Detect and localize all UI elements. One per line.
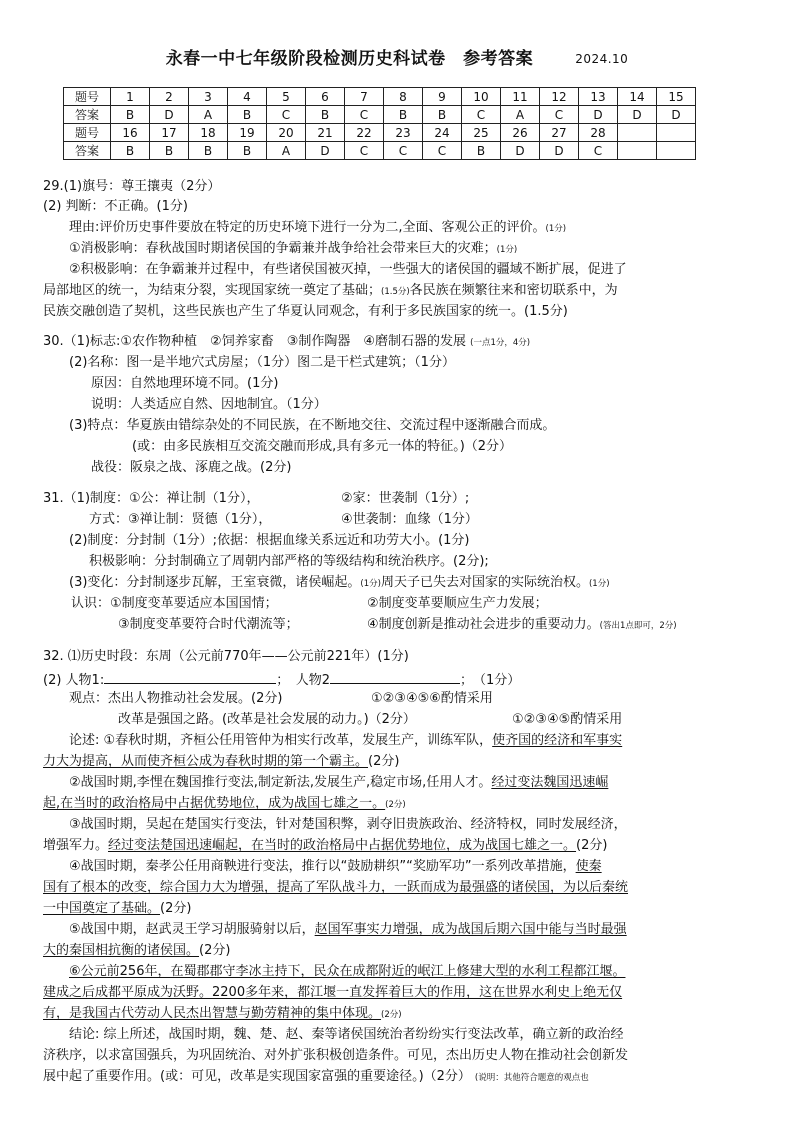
answer-cell: 7 <box>345 88 384 106</box>
answer-cell: C <box>540 106 579 124</box>
q30-line-1 <box>43 335 530 348</box>
row-label: 答案 <box>64 106 111 124</box>
q29-line-6 <box>43 284 618 297</box>
q32-person2-label: ； 人物2 <box>276 673 330 688</box>
q32-arg5-b: 赵国军事实力增强，成为战国后期六国中能与当时最强 <box>314 922 627 937</box>
answer-cell: D <box>540 142 579 160</box>
q32-line-15 <box>43 944 230 957</box>
explanation-note: (说明：其他符合题意的观点也 <box>474 1073 589 1083</box>
q30-line-4: 说明：人类适应自然、因地制宜。（1分） <box>91 397 327 412</box>
answer-cell: 21 <box>306 124 345 142</box>
score-note: (2分) <box>160 901 192 916</box>
answer-cell: 4 <box>228 88 267 106</box>
q32-line-3a: 观点：杰出人物推动社会发展。(2分) <box>69 691 283 706</box>
q31-line-2a: 方式：③禅让制：贤德（1分）， <box>89 512 272 527</box>
q31-line-1a: 31.（1)制度：①公：禅让制（1分）， <box>43 491 260 506</box>
answer-cell: 22 <box>345 124 384 142</box>
q32-line-14 <box>69 923 627 936</box>
q32-arg3-a: 增强军力。 <box>43 838 109 853</box>
answer-cell: B <box>189 142 228 160</box>
q30-line-5: (3)特点：华夏族由错综杂处的不同民族，在不断地交往、交流过程中逐渐融合而成。 <box>69 418 556 433</box>
answer-table-row <box>64 142 696 160</box>
q32-line-7 <box>69 776 608 789</box>
q32-line-4b: ①②③④⑤酌情采用 <box>512 712 623 727</box>
q30-line-6: (或：由多民族相互交流交融而形成,具有多元一体的特征。)（2分） <box>132 439 513 454</box>
q32-arg4-c: 国有了根本的改变，综合国力大为增强，提高了军队战斗力，一跃而成为最强盛的诸侯国，为以后秦统 <box>43 880 629 895</box>
q31-line-7a: ③制度变革要符合时代潮流等； <box>118 617 299 632</box>
answer-cell: D <box>501 142 540 160</box>
q32-arg6-c: 有，是我国古代劳动人民杰出智慧与勤劳精神的集中体现。 <box>43 1006 382 1021</box>
q32-line-9: ③战国时期，吴起在楚国实行变法，针对楚国积弊，剥夺旧贵族政治、经济特权，同时发展经济， <box>69 817 627 832</box>
q29-line-5: ②积极影响：在争霸兼并过程中，有些诸侯国被灭掉，一些强大的诸侯国的疆域不断扩展，促进了 <box>69 262 627 277</box>
q29-positive-b: 各民族在频繁往来和密切联系中，为 <box>409 283 618 298</box>
answer-cell: 15 <box>657 88 696 106</box>
score-note: ； （1分） <box>459 673 521 688</box>
answer-cell: D <box>579 106 618 124</box>
q30-line-7: 战役：阪泉之战、涿鹿之战。(2分) <box>91 460 292 475</box>
q31-line-3: (2)制度：分封制（1分）;依据：根据血缘关系远近和功劳大小。(1分) <box>69 533 470 548</box>
q32-arg1-a: 论述: ①春秋时期，齐桓公任用管仲为相实行改革，发展生产，训练军队， <box>69 733 493 748</box>
answer-cell: 12 <box>540 88 579 106</box>
answer-cell: B <box>423 106 462 124</box>
answer-cell: 16 <box>111 124 150 142</box>
q32-line-19: 结论: 综上所述，战国时期，魏、楚、赵、秦等诸侯国统治者纷纷实行变法改革，确立新的政治经 <box>69 1027 624 1042</box>
q29-reason: 理由:评价历史事件要放在特定的历史环境下进行一分为二,全面、客观公正的评价。 <box>69 220 546 235</box>
q32-arg2-b: 经过变法魏国迅速崛 <box>491 775 609 790</box>
answer-cell <box>657 124 696 142</box>
q31-change-a: (3)变化：分封制逐步瓦解，王室衰微，诸侯崛起。 <box>69 575 361 590</box>
exam-date: 2024.10 <box>575 52 629 66</box>
q32-line-17 <box>43 986 622 999</box>
page-title <box>0 51 794 68</box>
q31-insight-4: ④制度创新是推动社会进步的重要动力。 <box>367 617 600 632</box>
answer-cell: 6 <box>306 88 345 106</box>
q32-line-1: 32. ⑴历史时段：东周（公元前770年——公元前221年）(1分) <box>43 649 409 664</box>
row-label: 题号 <box>64 124 111 142</box>
q32-arg2-a: ②战国时期,李悝在魏国推行变法,制定新法,发展生产,稳定市场,任用人才。 <box>69 775 492 790</box>
q32-line-20: 济秩序，以求富国强兵，为巩固统治、对外扩张积极创造条件。可见，杰出历史人物在推动社会创新发 <box>43 1048 629 1063</box>
q32-line-12 <box>43 881 628 894</box>
answer-cell: D <box>618 106 657 124</box>
q32-line-3b: ①②③④⑤⑥酌情采用 <box>371 691 493 706</box>
score-note: (2分) <box>381 1010 402 1020</box>
score-note: (一点1分，4分) <box>470 338 531 348</box>
q32-line-11 <box>69 860 602 873</box>
answer-cell <box>618 142 657 160</box>
q29-line-2: (2) 判断：不正确。(1分) <box>43 199 188 214</box>
q32-arg6-b: 建成之后成都平原成为沃野。2200多年来，都江堰一直发挥着巨大的作用，这在世界水利史上绝无仅 <box>43 985 623 1000</box>
answer-cell: B <box>111 106 150 124</box>
answer-cell: 28 <box>579 124 618 142</box>
answer-cell: 19 <box>228 124 267 142</box>
q29-line-7: 民族交融创造了契机，这些民族也产生了华夏认同观念，有利于多民族国家的统一。(1.5分) <box>43 304 568 319</box>
q31-line-4: 积极影响：分封制确立了周朝内部严格的等级结构和统治秩序。(2分); <box>89 554 489 569</box>
answer-cell <box>618 124 657 142</box>
answer-table-row <box>64 88 696 106</box>
q32-line-6 <box>43 755 399 768</box>
q32-arg6-a: ⑥公元前256年，在蜀郡郡守李冰主持下，民众在成都附近的岷江上修建大型的水利工程都江堰。 <box>69 964 626 979</box>
answer-cell: 9 <box>423 88 462 106</box>
q32-line-16 <box>69 965 625 978</box>
answer-cell: D <box>657 106 696 124</box>
answer-cell: A <box>267 142 306 160</box>
score-note: (1分) <box>588 579 610 589</box>
q31-line-2b: ④世袭制：血缘（1分） <box>341 512 478 527</box>
q32-line-21 <box>43 1070 589 1083</box>
score-note: (1.5分) <box>381 287 410 297</box>
q32-arg1-c: 力大为提高，从而使齐桓公成为春秋时期的第一个霸主。 <box>43 754 369 769</box>
q31-line-5 <box>69 576 610 589</box>
q32-line-5 <box>69 734 622 747</box>
answer-cell: B <box>306 106 345 124</box>
score-note: (2分) <box>368 754 400 769</box>
answer-cell: C <box>579 142 618 160</box>
q32-line-18 <box>43 1007 402 1020</box>
answer-cell: B <box>462 142 501 160</box>
q30-signs: 30.（1)标志:①农作物种植 ②饲养家畜 ③制作陶器 ④磨制石器的发展 <box>43 334 467 349</box>
answer-cell: 2 <box>150 88 189 106</box>
answer-cell: B <box>384 106 423 124</box>
answer-cell: C <box>384 142 423 160</box>
q32-conclusion-end: 展中起了重要作用。(或：可见，改革是实现国家富强的重要途径。)（2分） <box>43 1069 471 1084</box>
score-note: (1分) <box>496 245 518 255</box>
answer-cell: 1 <box>111 88 150 106</box>
q32-arg2-c: 起,在当时的政治格局中占据优势地位，成为战国七雄之一。 <box>43 796 386 811</box>
answer-cell: 13 <box>579 88 618 106</box>
answer-cell <box>657 142 696 160</box>
answer-cell: 5 <box>267 88 306 106</box>
q30-line-3: 原因：自然地理环境不同。(1分) <box>91 376 279 391</box>
answer-cell: 24 <box>423 124 462 142</box>
q32-line-4a: 改革是强国之路。(改革是社会发展的动力。)（2分） <box>118 712 416 727</box>
answer-cell: 18 <box>189 124 228 142</box>
score-note: (1分) <box>545 224 567 234</box>
q32-arg5-a: ⑤战国中期，赵武灵王学习胡服骑射以后， <box>69 922 315 937</box>
answer-cell: 11 <box>501 88 540 106</box>
q29-line-3 <box>69 221 566 234</box>
answer-cell: C <box>423 142 462 160</box>
title-text: 永春一中七年级阶段检测历史科试卷 参考答案 <box>165 49 534 69</box>
q32-line-2 <box>43 671 520 687</box>
q32-line-10 <box>43 839 607 852</box>
q32-arg4-a: ④战国时期，秦孝公任用商鞅进行变法，推行以“鼓励耕织”“奖励军功”一系列改革措施， <box>69 859 576 874</box>
q31-line-6a: 认识：①制度变革要适应本国国情； <box>71 596 278 611</box>
answer-table-row <box>64 106 696 124</box>
answer-cell: 17 <box>150 124 189 142</box>
score-note: (1分) <box>360 579 381 589</box>
answer-cell: C <box>345 142 384 160</box>
q29-positive-a: 局部地区的统一，为结束分裂，实现国家统一奠定了基础； <box>43 283 382 298</box>
q31-line-7b <box>367 618 677 631</box>
q32-arg4-d: 一中国奠定了基础。 <box>43 901 161 916</box>
answer-cell: 20 <box>267 124 306 142</box>
answer-table-row <box>64 124 696 142</box>
answer-cell: B <box>228 106 267 124</box>
q32-person1-label: (2) 人物1: <box>43 673 105 688</box>
answer-cell: 14 <box>618 88 657 106</box>
q32-arg1-b: 使齐国的经济和军事实 <box>492 733 623 748</box>
answer-cell: D <box>306 142 345 160</box>
person1-blank[interactable] <box>104 671 276 684</box>
score-note: (2分) <box>385 800 406 810</box>
q32-arg4-b: 使秦 <box>575 859 602 874</box>
answer-key-table <box>63 87 696 160</box>
answer-cell: B <box>150 142 189 160</box>
q32-line-13 <box>43 902 191 915</box>
answer-cell: 8 <box>384 88 423 106</box>
answer-cell: 27 <box>540 124 579 142</box>
answer-cell: C <box>462 106 501 124</box>
q31-line-1b: ②家：世袭制（1分）; <box>341 491 470 506</box>
answer-cell: 26 <box>501 124 540 142</box>
q32-arg3-b: 经过变法楚国迅速崛起，在当时的政治格局中占据优势地位，成为战国七雄之一。 <box>108 838 577 853</box>
answer-cell: 25 <box>462 124 501 142</box>
answer-cell: B <box>111 142 150 160</box>
answer-cell: C <box>345 106 384 124</box>
q32-line-8 <box>43 797 406 810</box>
q30-line-2: (2)名称：图一是半地穴式房屋；（1分）图二是干栏式建筑；（1分） <box>69 355 455 370</box>
q31-line-6b: ②制度变革要顺应生产力发展； <box>367 596 548 611</box>
score-note: (2分) <box>576 838 608 853</box>
score-note: (2分) <box>199 943 231 958</box>
answer-cell: 10 <box>462 88 501 106</box>
q32-arg5-c: 大的秦国相抗衡的诸侯国。 <box>43 943 200 958</box>
answer-cell: 3 <box>189 88 228 106</box>
score-note: (答出1点即可，2分) <box>599 621 677 631</box>
answer-cell: C <box>267 106 306 124</box>
answer-cell: A <box>189 106 228 124</box>
answer-cell: D <box>150 106 189 124</box>
answer-cell: B <box>228 142 267 160</box>
q29-line-1: 29.(1)旗号：尊王攘夷（2分） <box>43 179 221 194</box>
answer-cell: 23 <box>384 124 423 142</box>
row-label: 题号 <box>64 88 111 106</box>
person2-blank[interactable] <box>330 671 460 684</box>
row-label: 答案 <box>64 142 111 160</box>
answer-cell: A <box>501 106 540 124</box>
q29-line-4 <box>69 242 517 255</box>
q29-negative: ①消极影响：春秋战国时期诸侯国的争霸兼并战争给社会带来巨大的灾难； <box>69 241 497 256</box>
q31-change-b: 周天子已失去对国家的实际统治权。 <box>380 575 589 590</box>
